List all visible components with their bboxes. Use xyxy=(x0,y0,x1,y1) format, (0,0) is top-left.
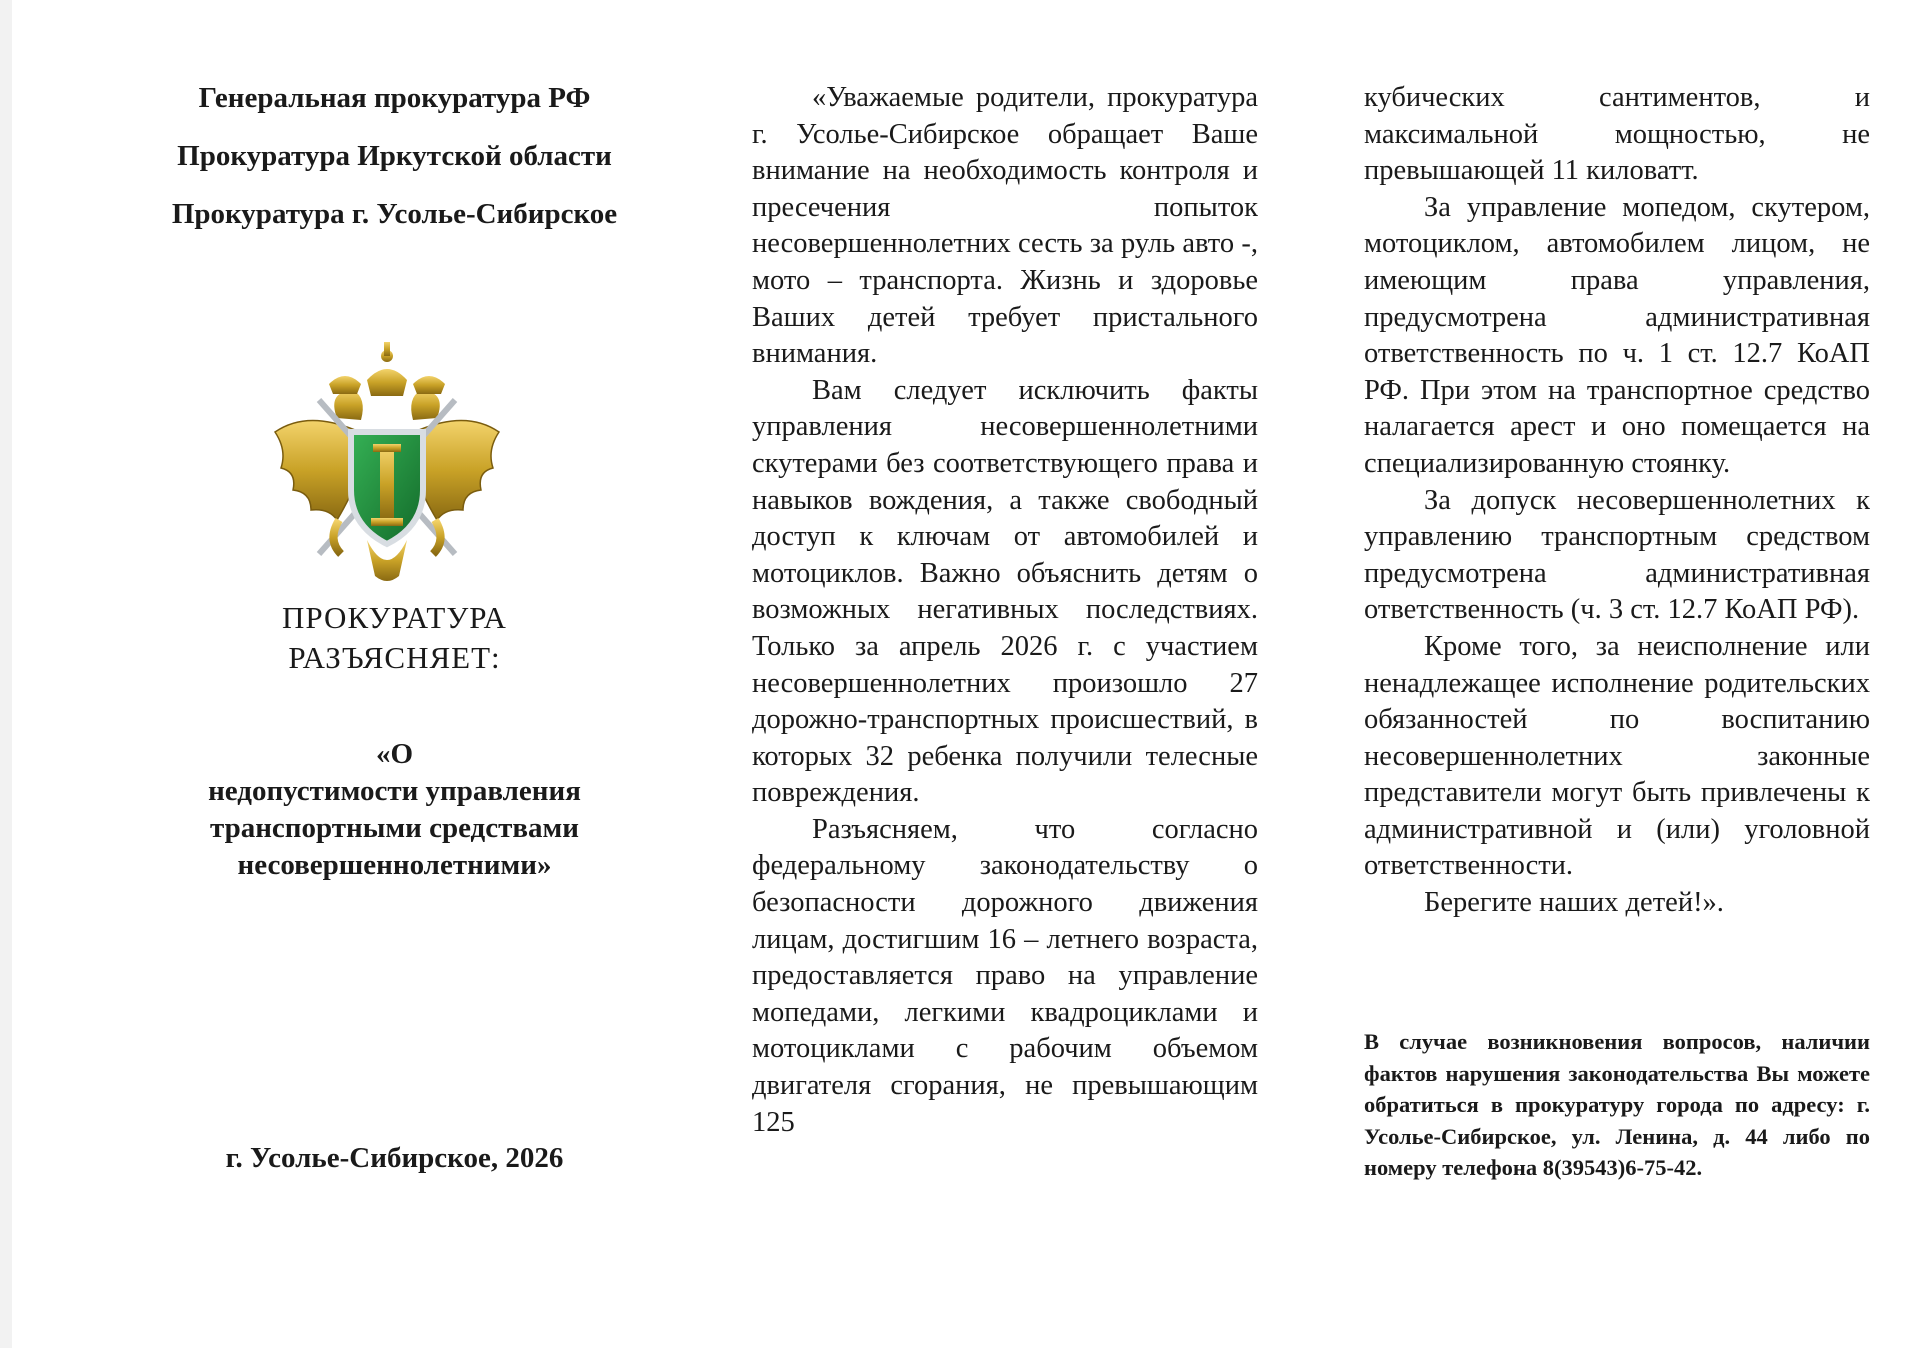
paragraph: Кроме того, за неисполнение или ненадлежащее исполнение родительских обязанностей по воспитанию несовершеннолетних законные представители могут быть привлечены к административной и (или) уголовной ответственности. xyxy=(1364,630,1870,882)
contact-info: В случае возникновения вопросов, наличии фактов нарушения законодательства Вы можете обратиться в прокуратуру города по адресу: г. Усолье-Сибирское, ул. Ленина, д. 44 либо по номеру телефона 8(39543)6-75-42. xyxy=(1364,1029,1870,1180)
leaflet-page xyxy=(12,0,1920,1348)
paragraph: Вам следует исключить факты управления несовершеннолетними скутерами без соответствующего права и навыков вождения, а также свободный доступ к ключам от автомобилей и мотоциклов. Важно объяснить детям о возможных негативных последствиях. Только за апрель 2026 г. с участием несовершеннолетних произошло 27 дорожно-транспортных происшествий, в которых 32 ребенка получили телесные повреждения. xyxy=(752,374,1258,809)
topic-line2: недопустимости управления xyxy=(208,775,581,807)
paragraph: «Уважаемые родители, прокуратура г. Усолье-Сибирское обращает Ваше внимание на необходимость контроля и пресечения попыток несовершеннолетних сесть за руль авто -, мото – транспорта. Жизнь и здоровье Ваших детей требует пристального внимания. xyxy=(752,82,1258,370)
paragraph: За допуск несовершеннолетних к управлению транспортным средством предусмотрена административная ответственность (ч. 3 ст. 12.7 КоАП РФ). xyxy=(1364,484,1870,626)
topic-line3: транспортными средствами xyxy=(210,812,579,844)
paragraph: Берегите наших детей!». xyxy=(1424,887,1724,919)
header-regional-prosecutor: Прокуратура Иркутской области xyxy=(177,140,612,172)
prosecutor-emblem-icon xyxy=(267,340,507,590)
topic-line1: «О xyxy=(375,738,414,770)
explains-line2: РАЗЪЯСНЯЕТ: xyxy=(288,640,501,675)
topic-line4: несовершеннолетними» xyxy=(237,849,552,881)
city-year: г. Усолье-Сибирское, 2026 xyxy=(225,1142,564,1174)
leaflet-topic xyxy=(132,736,657,884)
paragraph: кубических сантиментов, и максимальной мощностью, не превышающей 11 киловатт. xyxy=(1364,82,1870,187)
text-column-3 xyxy=(1364,80,1870,922)
header-general-prosecutor: Генеральная прокуратура РФ xyxy=(198,82,591,114)
paragraph: Разъясняем, что согласно федеральному законодательству о безопасности дорожного движения лицам, достигшим 16 – летнего возраста, предоставляется право на управление мопедами, легкими квадроциклами и мотоциклами с рабочим объемом двигателя сгорания, не превышающим 125 xyxy=(752,813,1258,1138)
explains-caption xyxy=(132,598,657,678)
header-city-prosecutor: Прокуратура г. Усолье-Сибирское xyxy=(171,198,618,230)
text-column-2 xyxy=(752,80,1258,1141)
explains-line1: ПРОКУРАТУРА xyxy=(282,600,507,635)
paragraph: За управление мопедом, скутером, мотоциклом, автомобилем лицом, не имеющим права управления, предусмотрена административная ответственность по ч. 1 ст. 12.7 КоАП РФ. При этом на транспортное средство налагается арест и оно помещается на специализированную стоянку. xyxy=(1364,191,1870,479)
